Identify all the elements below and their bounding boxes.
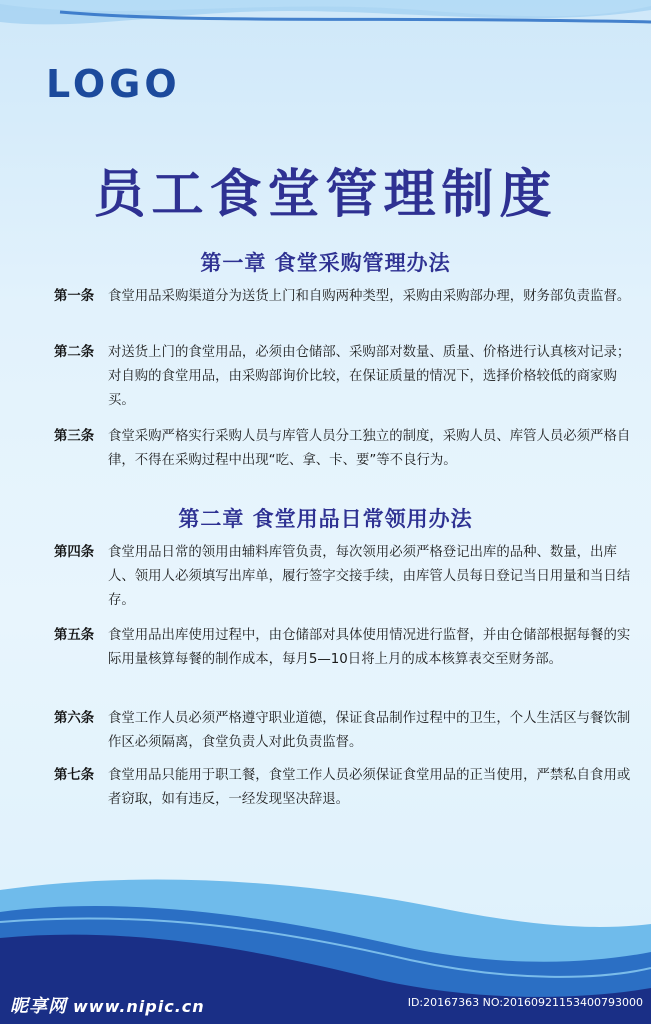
article-label: 第六条 xyxy=(54,711,95,726)
article-label: 第四条 xyxy=(54,545,95,560)
chapter-2-title: 第二章 食堂用品日常领用办法 xyxy=(178,507,473,531)
article-label: 第七条 xyxy=(54,768,95,783)
article-label: 第五条 xyxy=(54,628,95,643)
article-text: 食堂用品出库使用过程中，由仓储部对具体使用情况进行监督，并由仓储部根据每餐的实际用量核算每餐的制作成本，每月5—10日将上月的成本核算表交至财务部。 xyxy=(108,628,631,667)
article-label: 第三条 xyxy=(54,429,95,444)
logo: LOGO xyxy=(46,62,181,106)
article-text: 食堂用品只能用于职工餐，食堂工作人员必须保证食堂用品的正当使用，严禁私自食用或者窃取，如有违反，一经发现坚决辞退。 xyxy=(108,768,631,807)
article-text: 食堂采购严格实行采购人员与库管人员分工独立的制度，采购人员、库管人员必须严格自律，不得在采购过程中出现“吃、拿、卡、要”等不良行为。 xyxy=(108,429,631,468)
article-text: 食堂工作人员必须严格遵守职业道德，保证食品制作过程中的卫生，个人生活区与餐饮制作区必须隔离，食堂负责人对此负责监督。 xyxy=(108,711,631,750)
article-text: 食堂用品采购渠道分为送货上门和自购两种类型，采购由采购部办理，财务部负责监督。 xyxy=(108,289,631,304)
chapter-1-title: 第一章 食堂采购管理办法 xyxy=(200,251,451,275)
article-2 xyxy=(54,341,634,413)
watermark-brand xyxy=(10,992,205,1018)
top-wave-decoration xyxy=(0,0,651,60)
article-6 xyxy=(54,707,634,755)
article-3 xyxy=(54,425,634,473)
article-label: 第二条 xyxy=(54,345,95,360)
watermark-site: www.nipic.cn xyxy=(73,997,205,1016)
article-1 xyxy=(54,285,634,309)
article-4 xyxy=(54,541,634,613)
watermark-brand-text: 昵享网 xyxy=(10,996,67,1017)
article-text: 食堂用品日常的领用由辅料库管负责，每次领用必须严格登记出库的品种、数量，出库人、领用人必须填写出库单，履行签字交接手续，由库管人员每日登记当日用量和当日结存。 xyxy=(108,545,631,608)
article-5 xyxy=(54,624,634,672)
article-7 xyxy=(54,764,634,812)
page-title: 员工食堂管理制度 xyxy=(93,165,558,225)
article-text: 对送货上门的食堂用品，必须由仓储部、采购部对数量、质量、价格进行认真核对记录；对自购的食堂用品，由采购部询价比较，在保证质量的情况下，选择价格较低的商家购买。 xyxy=(108,345,631,408)
watermark-id: ID:20167363 NO:20160921153400793000 xyxy=(407,996,643,1009)
article-label: 第一条 xyxy=(54,289,95,304)
